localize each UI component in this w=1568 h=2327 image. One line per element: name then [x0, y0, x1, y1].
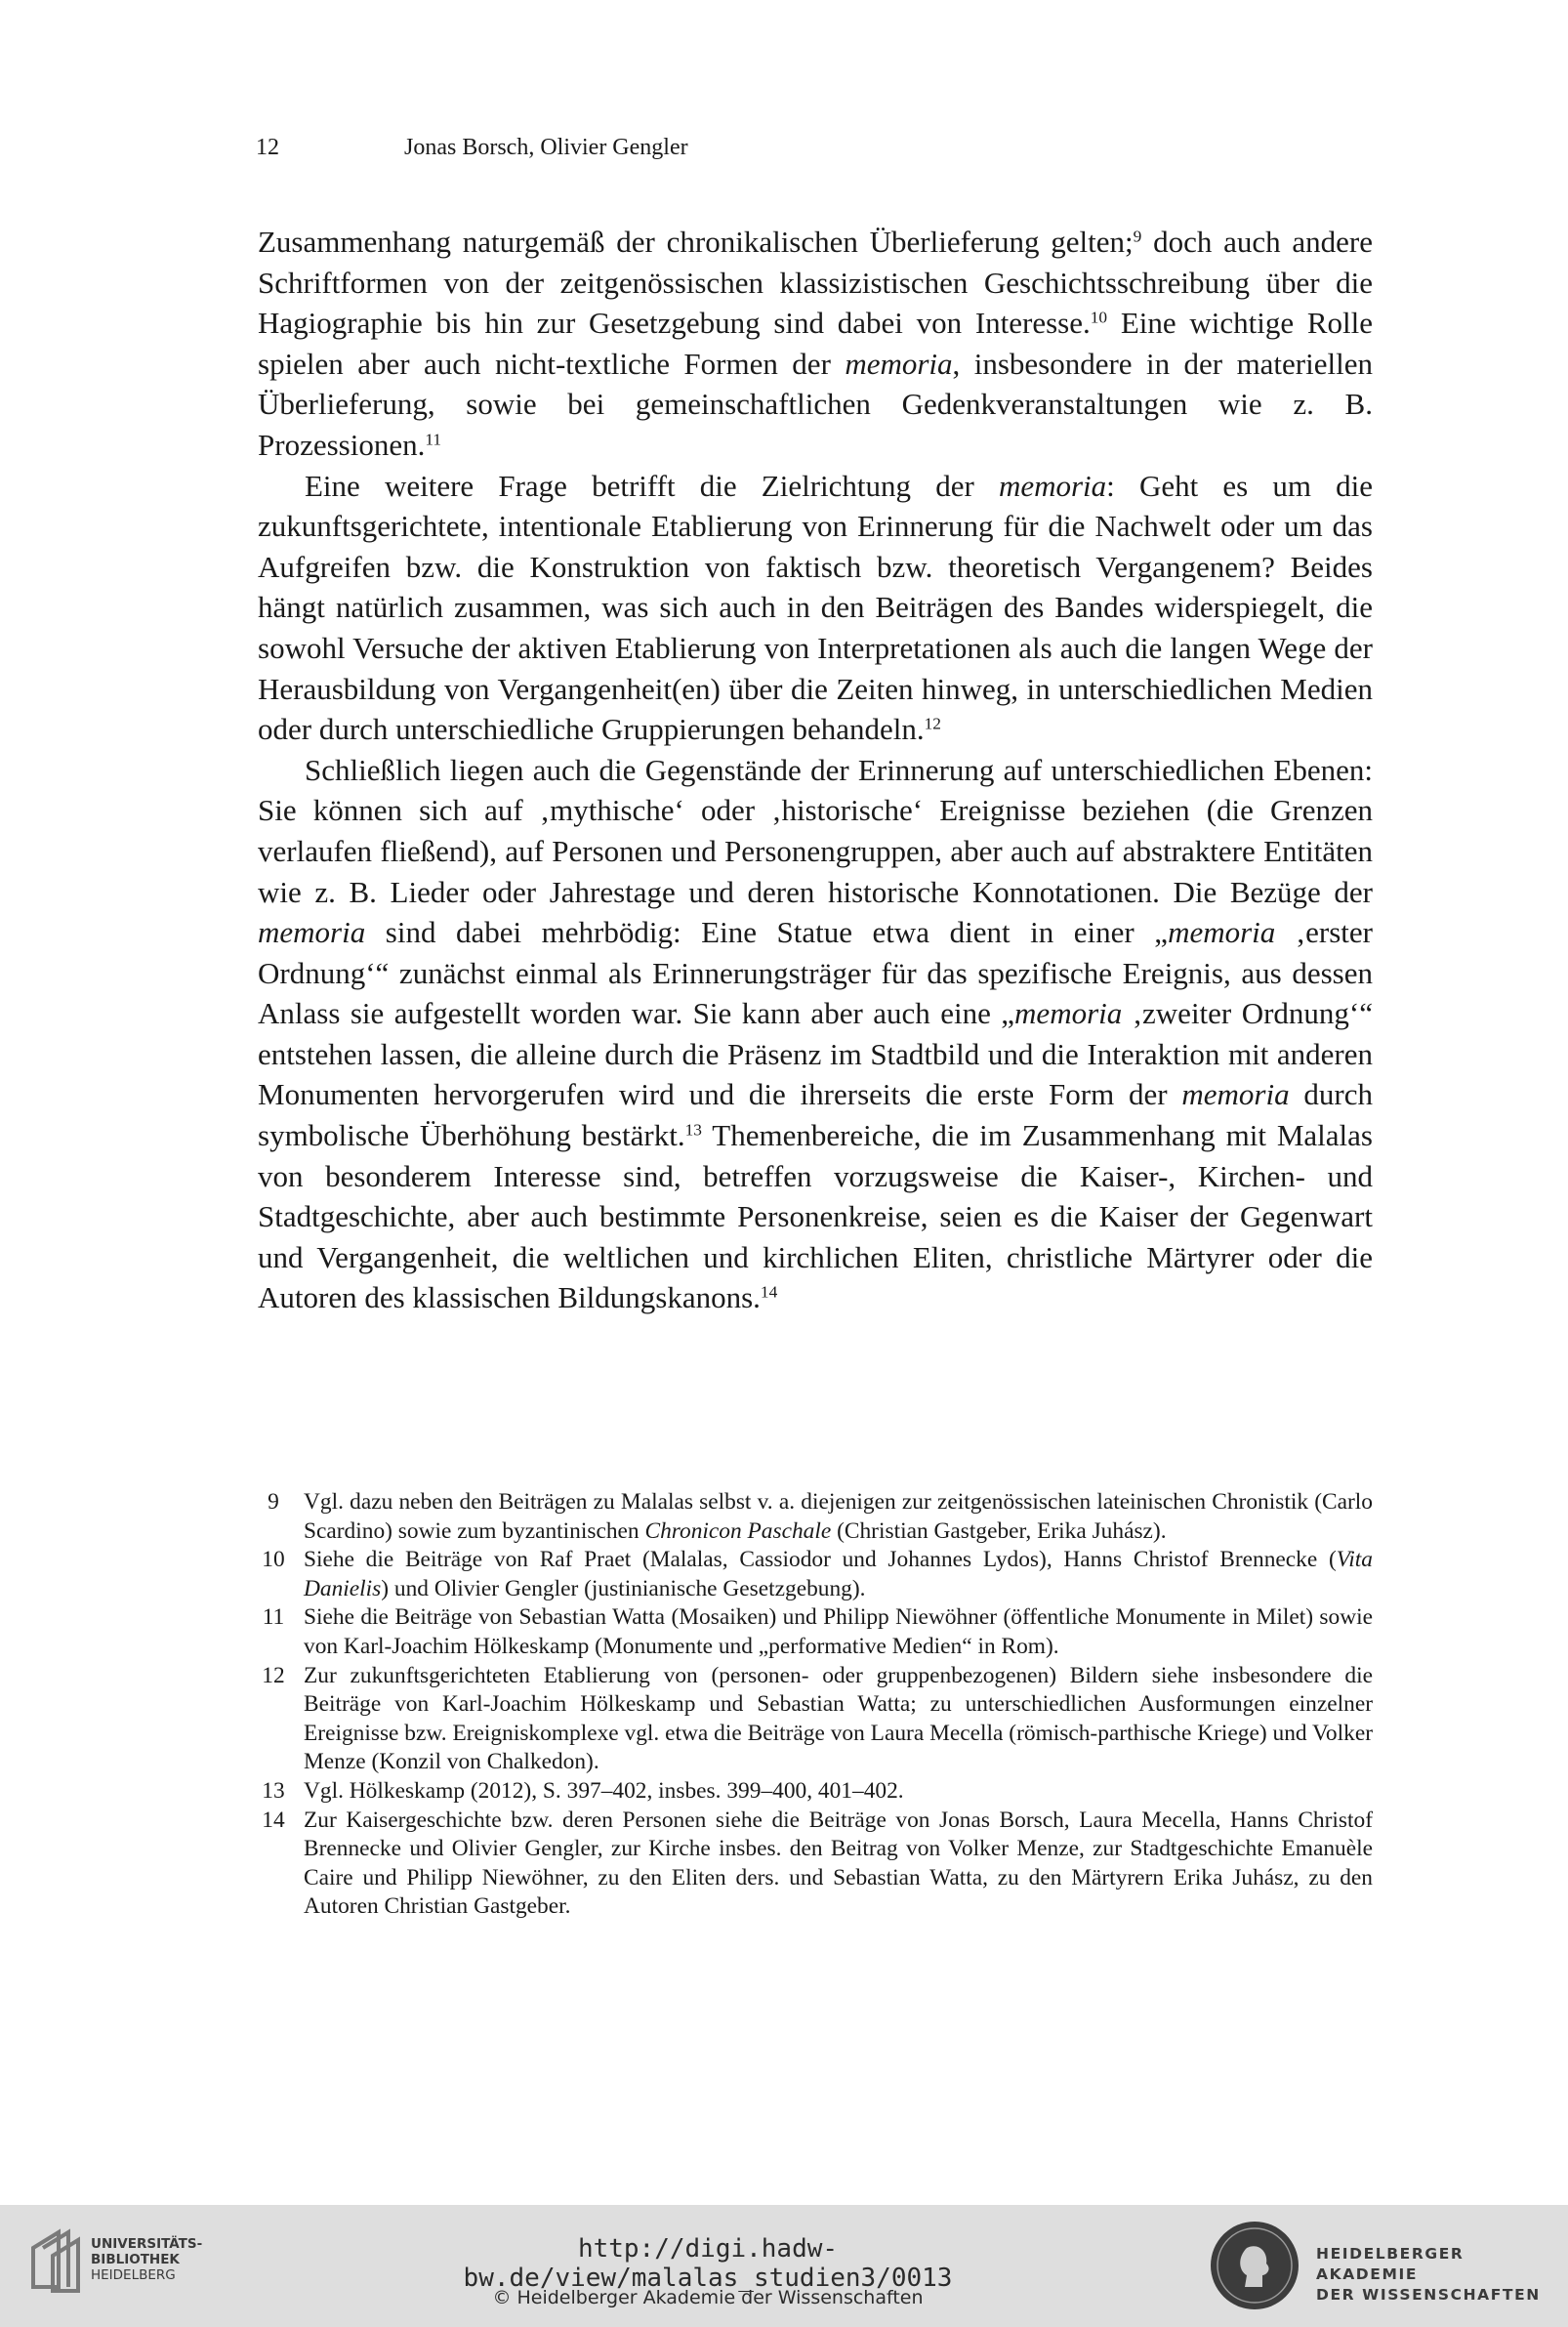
footnote-text: ) und Olivier Gengler (justinianische Gesetzgebung).: [381, 1575, 866, 1601]
footnote-ref-13[interactable]: 13: [684, 1120, 702, 1140]
italic-term: memoria: [1181, 1077, 1290, 1112]
running-head-authors: Jonas Borsch, Olivier Gengler: [404, 135, 688, 160]
italic-term: memoria: [1168, 915, 1276, 950]
paragraph-2: [258, 466, 1373, 750]
italic-term: memoria: [258, 915, 366, 950]
italic-term: memoria: [998, 468, 1107, 503]
text-run: Eine wichtige Rolle spielen aber auch nicht-textliche Formen der: [258, 306, 1373, 381]
footnote-number: 12: [262, 1662, 285, 1688]
academy-line-1: HEIDELBERGER AKADEMIE: [1316, 2245, 1465, 2283]
footnote-13: [254, 1777, 1373, 1807]
footnote-12: [254, 1662, 1373, 1777]
text-run: , insbesondere in der materiellen Überlieferung, sowie bei gemeinschaftlichen Gedenkveranstaltungen wie z. B. Prozessionen.: [258, 346, 1373, 462]
text-run: Schließlich liegen auch die Gegenstände der Erinnerung auf unterschiedlichen Ebenen: Sie können sich auf ‚mythische‘ oder ‚historische‘ Ereignisse beziehen (die Grenzen verlaufen fließend), auf Personen und Personengruppen, aber auch auf abstraktere Entitäten wie z. B. Lieder oder Jahrestage und deren historische Konnotationen. Die Bezüge der: [258, 752, 1373, 909]
text-run: sind dabei mehrbödig: Eine Statue etwa dient in einer „: [365, 915, 1169, 950]
footnote-number: 10: [262, 1547, 285, 1573]
library-line-1: UNIVERSITÄTS-: [91, 2236, 203, 2252]
footnote-11: [254, 1603, 1373, 1661]
footnote-text: Zur Kaisergeschichte bzw. deren Personen siehe die Beiträge von Jonas Borsch, Laura Mecella, Hanns Christof Brennecke und Olivier Gengler, zur Kirche insbes. den Beitrag von Volker Menze, zur Stadtgeschichte Emanuèle Caire und Philipp Niewöhner, zu den Eliten ders. und Sebastian Watta, zu den Märtyrern Erika Juhász, zu den Autoren Christian Gastgeber.: [304, 1807, 1373, 1920]
library-line-3: HEIDELBERG: [91, 2267, 176, 2283]
footnote-ref-10[interactable]: 10: [1090, 308, 1108, 327]
text-run: ‚erster Ordnung‘“ zunächst einmal als Erinnerungsträger für das spezifische Ereignis, aus dessen Anlass sie aufgestellt worden war. Sie kann aber auch eine „: [258, 915, 1373, 1031]
footnote-number: 9: [268, 1489, 279, 1515]
footnotes: [254, 1488, 1373, 1922]
footnote-number: 14: [262, 1807, 285, 1833]
source-url-link[interactable]: http://digi.hadw-bw.de/view/malalas_studien3/0013: [463, 2234, 953, 2293]
page-number: 12: [256, 135, 279, 160]
footnote-ref-11[interactable]: 11: [425, 430, 442, 449]
footnote-9: [254, 1488, 1373, 1546]
footnote-text: Vgl. Hölkeskamp (2012), S. 397–402, insbes. 399–400, 401–402.: [304, 1777, 904, 1804]
footnote-14: [254, 1807, 1373, 1922]
text-run: doch auch andere Schriftformen von der zeitgenössischen klassizistischen Geschichtsschreibung über die Hagiographie bis hin zur Gesetzgebung sind dabei von Interesse.: [258, 225, 1373, 341]
running-head: [0, 135, 1568, 170]
footnote-ref-12[interactable]: 12: [924, 714, 941, 733]
paragraph-1: [258, 222, 1373, 466]
footnote-ref-14[interactable]: 14: [760, 1282, 778, 1302]
footnote-text: Siehe die Beiträge von Sebastian Watta (Mosaiken) und Philipp Niewöhner (öffentliche Monumente in Milet) sowie von Karl-Joachim Hölkeskamp (Monumente und „performative Medien“ in Rom).: [304, 1604, 1373, 1659]
footnote-ref-9[interactable]: 9: [1133, 227, 1142, 246]
copyright-notice: © Heidelberger Akademie der Wissenschaften: [492, 2287, 924, 2308]
paragraph-3: [258, 750, 1373, 1318]
italic-title: Chronicon Paschale: [644, 1517, 832, 1544]
footnote-text: Siehe die Beiträge von Raf Praet (Malalas, Cassiodor und Johannes Lydos), Hanns Christof Brennecke (: [304, 1547, 1337, 1573]
academy-seal-icon: [1208, 2219, 1301, 2312]
text-run: ‚zweiter Ordnung‘“ entstehen lassen, die alleine durch die Präsenz im Stadtbild und die Interaktion mit anderen Monumenten hervorgerufen wird und die ihrerseits die erste Form der: [258, 996, 1373, 1112]
text-run: Themenbereiche, die im Zusammenhang mit Malalas von besonderem Interesse sind, betreffen vorzugsweise die Kaiser-, Kirchen- und Stadtgeschichte, aber auch bestimmte Personenkreise, seien es die Kaiser der Gegenwart und Vergangenheit, die weltlichen und kirchlichen Eliten, christliche Märtyrer oder die Autoren des klassischen Bildungskanons.: [258, 1118, 1373, 1315]
footnote-text: Zur zukunftsgerichteten Etablierung von (personen- oder gruppenbezogenen) Bildern siehe insbesondere die Beiträge von Karl-Joachim Hölkeskamp und Sebastian Watta; zu unterschiedlichen Ausformungen einzelner Ereignisse bzw. Ereigniskomplexe vgl. etwa die Beiträge von Laura Mecella (römisch-parthische Kriege) und Volker Menze (Konzil von Chalkedon).: [304, 1662, 1373, 1775]
academy-line-2: DER WISSENSCHAFTEN: [1316, 2286, 1541, 2304]
footnote-text: (Christian Gastgeber, Erika Juhász).: [831, 1517, 1167, 1544]
text-run: : Geht es um die zukunftsgerichtete, intentionale Etablierung von Erinnerung für die Nachwelt oder um das Aufgreifen bzw. die Konstruktion von faktisch bzw. theoretisch Vergangenem? Beides hängt natürlich zusammen, was sich auch in den Beiträgen des Bandes widerspiegelt, die sowohl Versuche der aktiven Etablierung von Interpretationen als auch die langen Wege der Herausbildung von Vergangenheit(en) über die Zeiten hinweg, in unterschiedlichen Medien oder durch unterschiedliche Gruppierungen behandeln.: [258, 468, 1374, 747]
library-line-2: BIBLIOTHEK: [91, 2252, 180, 2267]
main-text: [258, 222, 1373, 1318]
italic-title: Vita Danielis: [304, 1547, 1373, 1601]
italic-term: memoria: [845, 346, 953, 381]
italic-term: memoria: [1014, 996, 1123, 1031]
footnote-number: 13: [262, 1777, 285, 1804]
footnote-text: Vgl. dazu neben den Beiträgen zu Malalas selbst v. a. diejenigen zur zeitgenössischen lateinischen Chronistik (Carlo Scardino) sowie zum byzantinischen: [304, 1489, 1373, 1544]
digitization-footer: [0, 2205, 1568, 2327]
text-run: Zusammenhang naturgemäß der chronikalischen Überlieferung gelten;: [258, 225, 1134, 259]
text-run: Eine weitere Frage betrifft die Zielrichtung der: [305, 468, 999, 503]
footnote-10: [254, 1546, 1373, 1603]
library-name: [91, 2236, 202, 2283]
academy-name: [1316, 2244, 1568, 2306]
text-run: durch symbolische Überhöhung bestärkt.: [258, 1077, 1374, 1153]
footnote-number: 11: [262, 1604, 285, 1631]
